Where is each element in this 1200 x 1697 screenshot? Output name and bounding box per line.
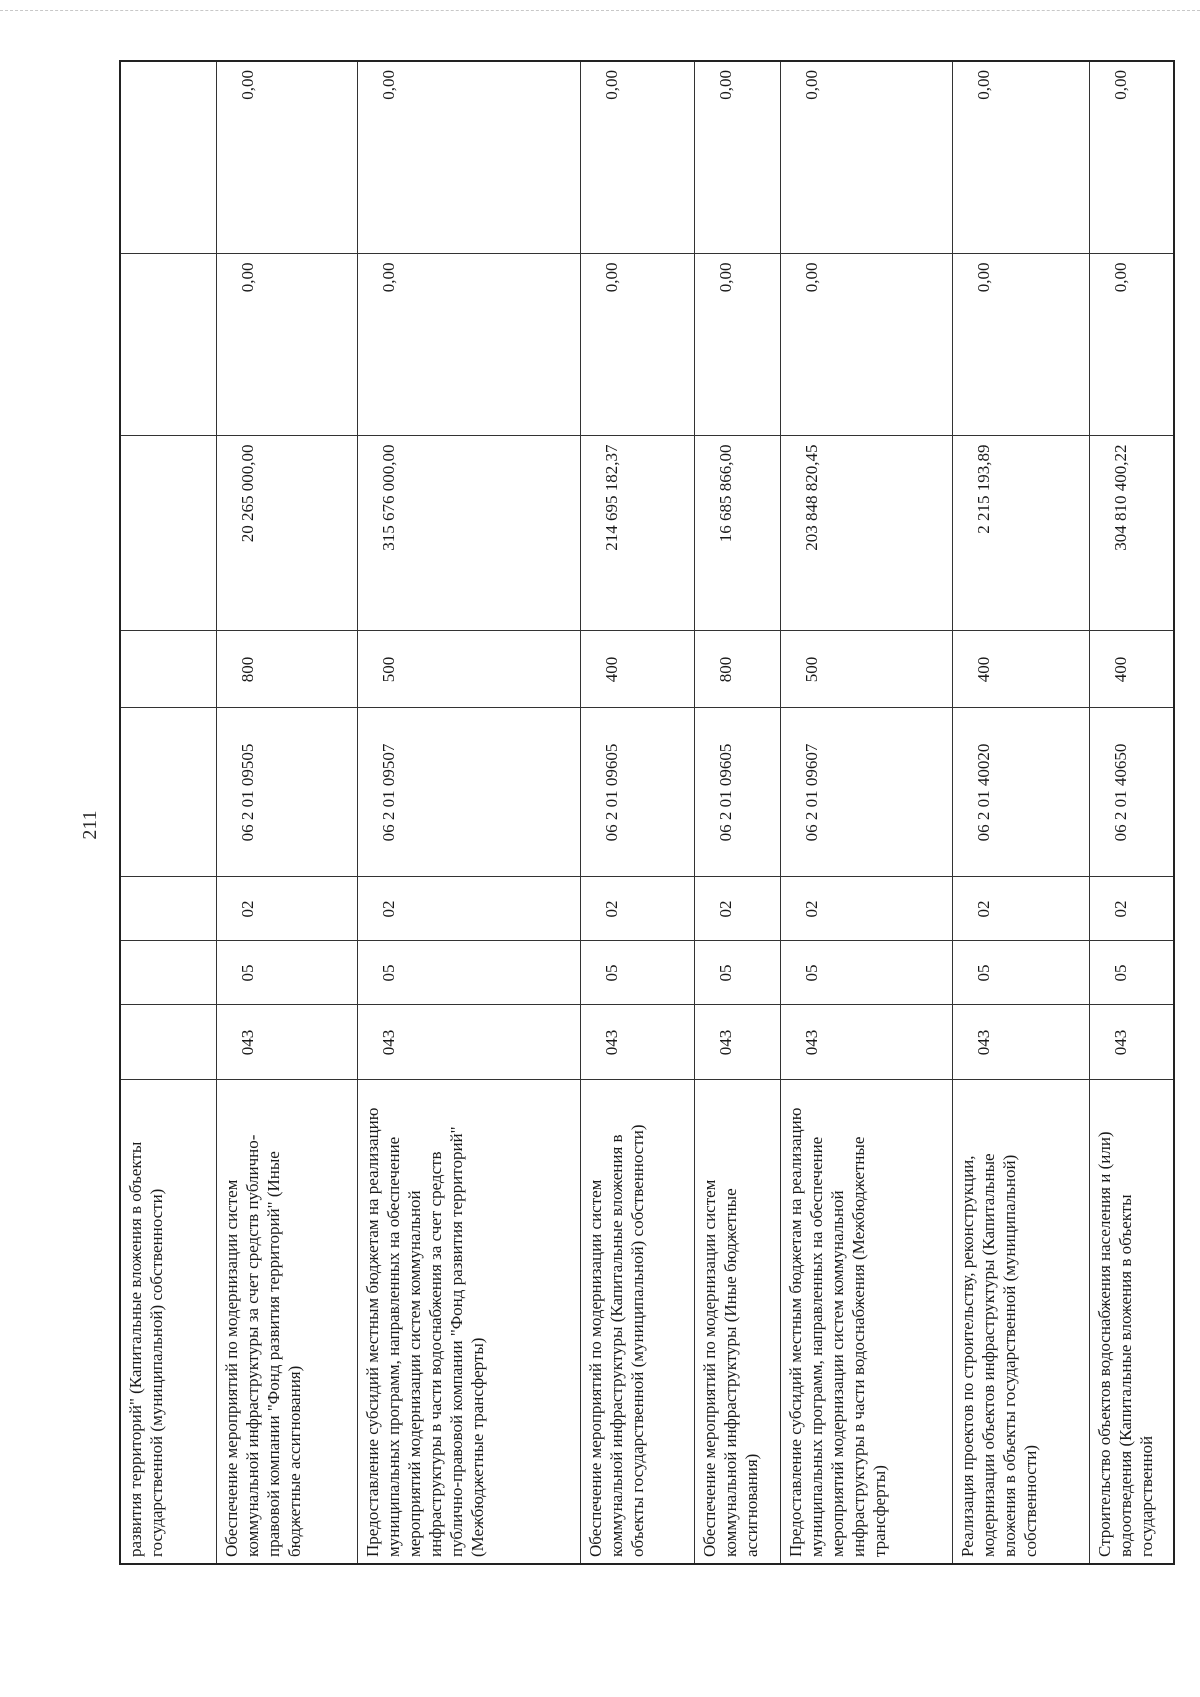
expense-type-code: 500 — [781, 631, 952, 708]
section-code: 05 — [781, 941, 952, 1005]
target-article-code: 06 2 01 09605 — [695, 708, 781, 877]
target-article-code: 06 2 01 09505 — [216, 708, 358, 877]
amount-2-cell: 0,00 — [781, 254, 952, 436]
subsection-code: 02 — [1089, 877, 1174, 941]
amount-3-cell: 0,00 — [581, 61, 695, 254]
amount-2-cell: 0,00 — [695, 254, 781, 436]
target-article-code: 06 2 01 09605 — [581, 708, 695, 877]
amount-3-cell: 0,00 — [952, 61, 1089, 254]
section-code: 05 — [581, 941, 695, 1005]
subsection-code: 02 — [695, 877, 781, 941]
table-row — [358, 61, 581, 1564]
scan-edge-line — [0, 10, 1200, 11]
table-row — [1089, 61, 1174, 1564]
ministry-code: 043 — [358, 1005, 581, 1080]
amount-cell: 16 685 866,00 — [695, 436, 781, 631]
amount-cell: 2 215 193,89 — [952, 436, 1089, 631]
amount-3-cell: 0,00 — [781, 61, 952, 254]
amount-2-cell: 0,00 — [358, 254, 581, 436]
amount-cell: 203 848 820,45 — [781, 436, 952, 631]
amount-2-cell: 0,00 — [952, 254, 1089, 436]
target-article-code — [120, 708, 216, 877]
table-row — [120, 61, 216, 1564]
subsection-code: 02 — [358, 877, 581, 941]
table-row — [952, 61, 1089, 1564]
row-description: Обеспечение мероприятий по модернизации систем коммунальной инфраструктуры за счет средств публично-правовой компании "Фонд развития территорий" (Иные бюджетные ассигнования) — [216, 1080, 358, 1564]
amount-cell: 315 676 000,00 — [358, 436, 581, 631]
row-description: Обеспечение мероприятий по модернизации систем коммунальной инфраструктуры (Капитальные вложения в объекты государственной (муниципальной) собственности) — [581, 1080, 695, 1564]
table-row — [695, 61, 781, 1564]
amount-2-cell — [120, 254, 216, 436]
expense-type-code: 400 — [1089, 631, 1174, 708]
amount-3-cell: 0,00 — [695, 61, 781, 254]
row-description: Реализация проектов по строительству, реконструкции, модернизации объектов инфраструктуры (Капитальные вложения в объекты государственной (муниципальной) собственности) — [952, 1080, 1089, 1564]
table-row — [781, 61, 952, 1564]
amount-2-cell: 0,00 — [581, 254, 695, 436]
subsection-code: 02 — [781, 877, 952, 941]
expense-type-code: 400 — [581, 631, 695, 708]
ministry-code: 043 — [581, 1005, 695, 1080]
ministry-code: 043 — [216, 1005, 358, 1080]
table-row — [581, 61, 695, 1564]
expense-type-code — [120, 631, 216, 708]
target-article-code: 06 2 01 09507 — [358, 708, 581, 877]
section-code: 05 — [216, 941, 358, 1005]
table-row — [216, 61, 358, 1564]
amount-3-cell — [120, 61, 216, 254]
ministry-code: 043 — [1089, 1005, 1174, 1080]
amount-cell: 304 810 400,22 — [1089, 436, 1174, 631]
section-code: 05 — [1089, 941, 1174, 1005]
ministry-code: 043 — [695, 1005, 781, 1080]
ministry-code: 043 — [952, 1005, 1089, 1080]
amount-cell: 214 695 182,37 — [581, 436, 695, 631]
section-code: 05 — [695, 941, 781, 1005]
expense-type-code: 500 — [358, 631, 581, 708]
row-description: развития территорий" (Капитальные вложения в объекты государственной (муниципальной) собственности) — [120, 1080, 216, 1564]
target-article-code: 06 2 01 09607 — [781, 708, 952, 877]
subsection-code: 02 — [952, 877, 1089, 941]
amount-2-cell: 0,00 — [1089, 254, 1174, 436]
expense-type-code: 800 — [216, 631, 358, 708]
section-code: 05 — [952, 941, 1089, 1005]
target-article-code: 06 2 01 40020 — [952, 708, 1089, 877]
row-description: Обеспечение мероприятий по модернизации систем коммунальной инфраструктуры (Иные бюджетные ассигнования) — [695, 1080, 781, 1564]
budget-table — [119, 60, 1175, 1565]
row-description: Строительство объектов водоснабжения населения и (или) водоотведения (Капитальные вложения в объекты государственной — [1089, 1080, 1174, 1564]
subsection-code: 02 — [581, 877, 695, 941]
ministry-code — [120, 1005, 216, 1080]
row-description: Предоставление субсидий местным бюджетам на реализацию муниципальных программ, направленных на обеспечение мероприятий модернизации систем коммунальной инфраструктуры в части водоснабжения (Межбюджетные трансферты) — [781, 1080, 952, 1564]
amount-cell — [120, 436, 216, 631]
row-description: Предоставление субсидий местным бюджетам на реализацию муниципальных программ, направленных на обеспечение мероприятий модернизации систем коммунальной инфраструктуры в части водоснабжения за счет средств публично-правовой компании "Фонд развития территорий" (Межбюджетные трансферты) — [358, 1080, 581, 1564]
subsection-code: 02 — [216, 877, 358, 941]
amount-2-cell: 0,00 — [216, 254, 358, 436]
section-code: 05 — [358, 941, 581, 1005]
section-code — [120, 941, 216, 1005]
amount-3-cell: 0,00 — [1089, 61, 1174, 254]
target-article-code: 06 2 01 40650 — [1089, 708, 1174, 877]
ministry-code: 043 — [781, 1005, 952, 1080]
amount-3-cell: 0,00 — [358, 61, 581, 254]
amount-cell: 20 265 000,00 — [216, 436, 358, 631]
expense-type-code: 400 — [952, 631, 1089, 708]
subsection-code — [120, 877, 216, 941]
amount-3-cell: 0,00 — [216, 61, 358, 254]
rotated-page-content — [79, 62, 1175, 1565]
expense-type-code: 800 — [695, 631, 781, 708]
page-number: 211 — [79, 810, 101, 840]
